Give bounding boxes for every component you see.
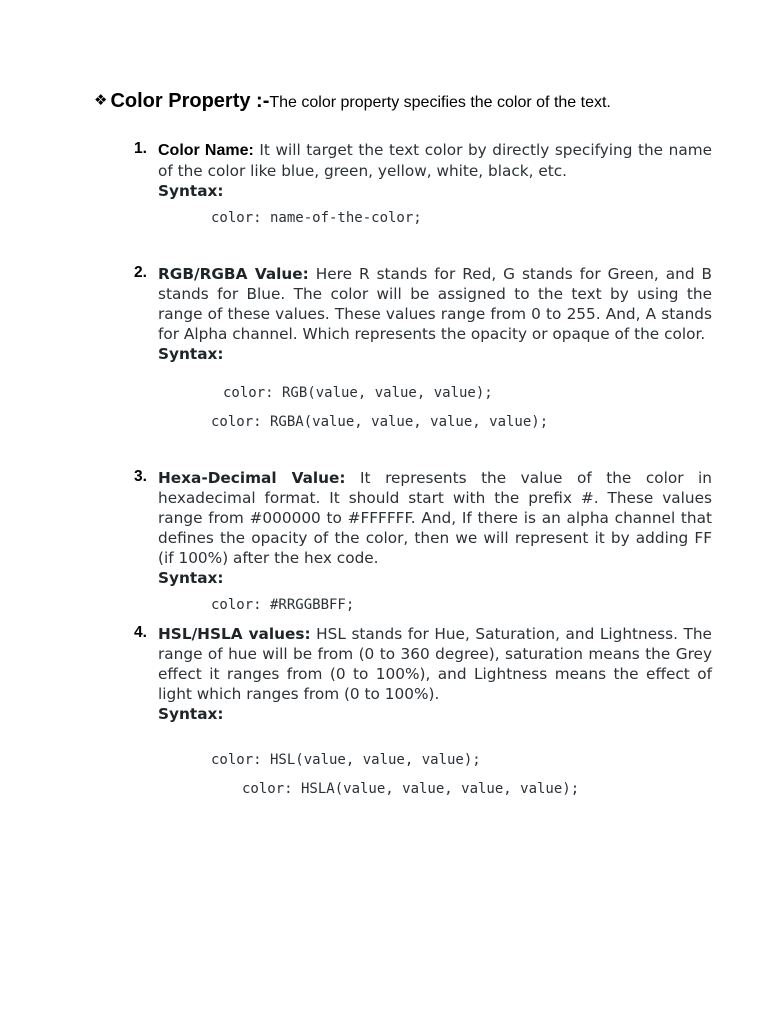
heading-description: The color property specifies the color of the text. (269, 94, 611, 111)
code-line: color: RGB(value, value, value); (223, 385, 493, 401)
syntax-label: Syntax: (158, 569, 224, 587)
item-paragraph (158, 264, 712, 344)
item-text: It will target the text color by directly specifying the name of the color like blue, green, yellow, white, black, etc. (158, 141, 713, 180)
item-text: HSL stands for Hue, Saturation, and Lightness. The range of hue will be from (0 to 360 degree), saturation means the Grey effect it ranges from (0 to 100%), and Lightness means the effect of light which ranges from (0 to 100%). (158, 625, 712, 703)
list-item (134, 468, 712, 588)
item-term: HSL/HSLA values: (158, 625, 311, 643)
list-item (134, 264, 712, 364)
item-term: RGB/RGBA Value: (158, 265, 309, 283)
code-line: color: name-of-the-color; (211, 210, 422, 226)
item-paragraph (158, 624, 712, 704)
code-line: color: RGBA(value, value, value, value); (211, 414, 549, 430)
item-number: 2. (134, 264, 147, 281)
item-text: Here R stands for Red, G stands for Green, and B stands for Blue. The color will be assigned to the text by using the range of these values. These values range from 0 to 255. And, A stands for Alpha channel. Which represents the opacity or opaque of the color. (158, 265, 712, 343)
syntax-label: Syntax: (158, 705, 224, 723)
heading-title: Color Property :- (110, 90, 270, 112)
syntax-label: Syntax: (158, 182, 224, 200)
item-number: 4. (134, 624, 147, 641)
item-paragraph (158, 140, 712, 181)
list-item (134, 624, 712, 724)
list-item (134, 140, 712, 201)
code-line: color: HSL(value, value, value); (211, 752, 481, 768)
item-number: 3. (134, 468, 147, 485)
diamond-bullet-icon: ❖ (94, 91, 108, 109)
item-paragraph (158, 468, 712, 568)
item-term: Color Name: (158, 142, 254, 159)
section-heading (94, 90, 611, 113)
code-line: color: HSLA(value, value, value, value); (242, 781, 580, 797)
syntax-label: Syntax: (158, 345, 224, 363)
code-line: color: #RRGGBBFF; (211, 597, 355, 613)
item-text: It represents the value of the color in hexadecimal format. It should start with the prefix #. These values range from #000000 to #FFFFFF. And, If there is an alpha channel that defines the opacity of the color, then we will represent it by adding FF (if 100%) after the hex code. (158, 469, 712, 567)
item-number: 1. (134, 140, 147, 157)
item-term: Hexa-Decimal Value: (158, 469, 346, 487)
